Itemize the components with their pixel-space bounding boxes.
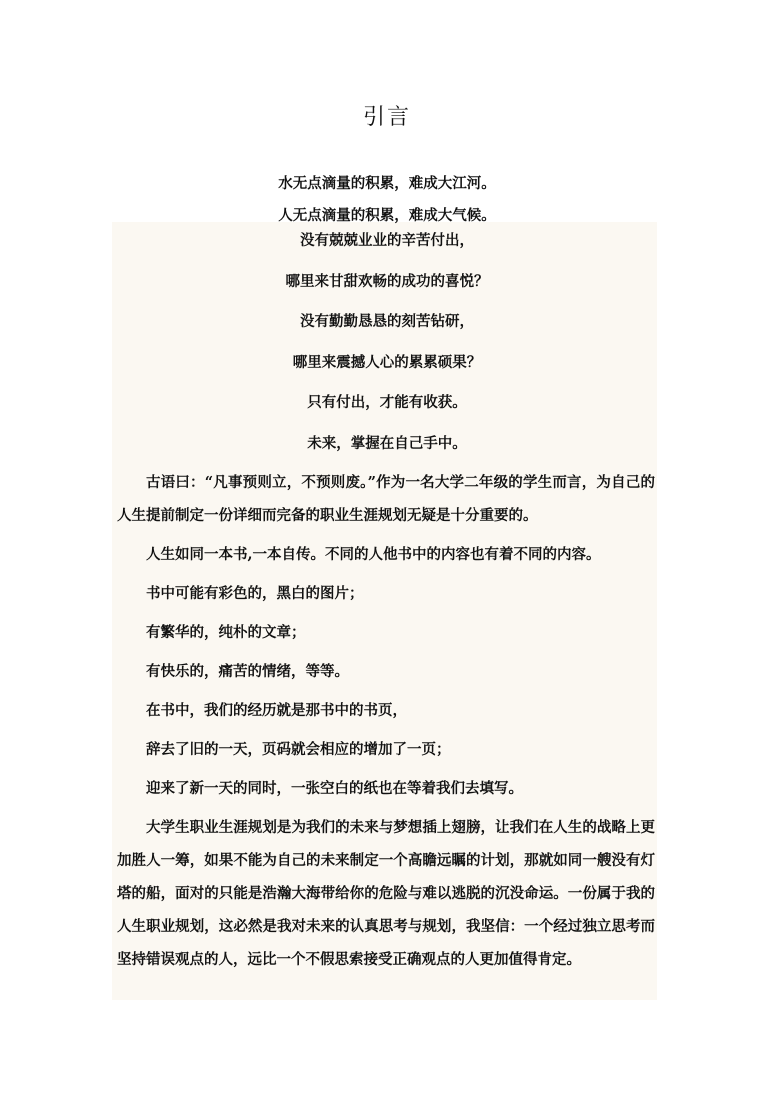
- poem-line: 未来，掌握在自己手中。: [307, 434, 467, 452]
- paragraph: 有繁华的，纯朴的文章；: [146, 624, 306, 641]
- paragraph: 书中可能有彩色的，黑白的图片；: [146, 585, 364, 602]
- poem-line: 哪里来甘甜欢畅的成功的喜悦？: [285, 272, 489, 290]
- paragraph: 人生如同一本书,一本自传。不同的人他书中的内容也有着不同的内容。: [146, 546, 601, 563]
- poem-line: 没有兢兢业业的辛苦付出，: [300, 232, 474, 249]
- paragraph: 古语曰：“凡事预则立，不预则废。”作为一名大学二年级的学生而言，为自己的人生提前制定一份详细而完备的职业生涯规划无疑是十分重要的。: [117, 474, 655, 524]
- poem-line: 只有付出，才能有收获。: [307, 394, 467, 411]
- poem-body: [0, 226, 774, 469]
- paragraph: 在书中，我们的经历就是那书中的书页，: [146, 702, 407, 719]
- poem-line: 水无点滴量的积累，难成大江河。: [278, 175, 496, 192]
- body-text: [117, 466, 655, 982]
- paragraph: 辞去了旧的一天，页码就会相应的增加了一页；: [146, 741, 451, 758]
- paragraph: 迎来了新一天的同时，一张空白的纸也在等着我们去填写。: [146, 780, 523, 797]
- poem-line: 人无点滴量的积累，难成大气候。: [278, 207, 496, 224]
- page-title: 引言: [362, 105, 411, 130]
- poem-top: [0, 168, 774, 232]
- poem-line: 没有勤勤恳恳的刻苦钻研，: [300, 313, 474, 330]
- poem-line: 哪里来震撼人心的累累硕果？: [292, 353, 482, 371]
- paragraph: 大学生职业生涯规划是为我们的未来与梦想插上翅膀，让我们在人生的战略上更加胜人一筹，如果不能为自己的未来制定一个高瞻远瞩的计划，那就如同一艘没有灯塔的船，面对的只能是浩瀚大海带给你的危险与难以逃脱的沉没命运。一份属于我的人生职业规划，这必然是我对未来的认真思考与规划，我坚信：一个经过独立思考而坚持错误观点的人，远比一个不假思索接受正确观点的人更加值得肯定。: [117, 819, 655, 968]
- paragraph: 有快乐的，痛苦的情绪，等等。: [146, 663, 349, 680]
